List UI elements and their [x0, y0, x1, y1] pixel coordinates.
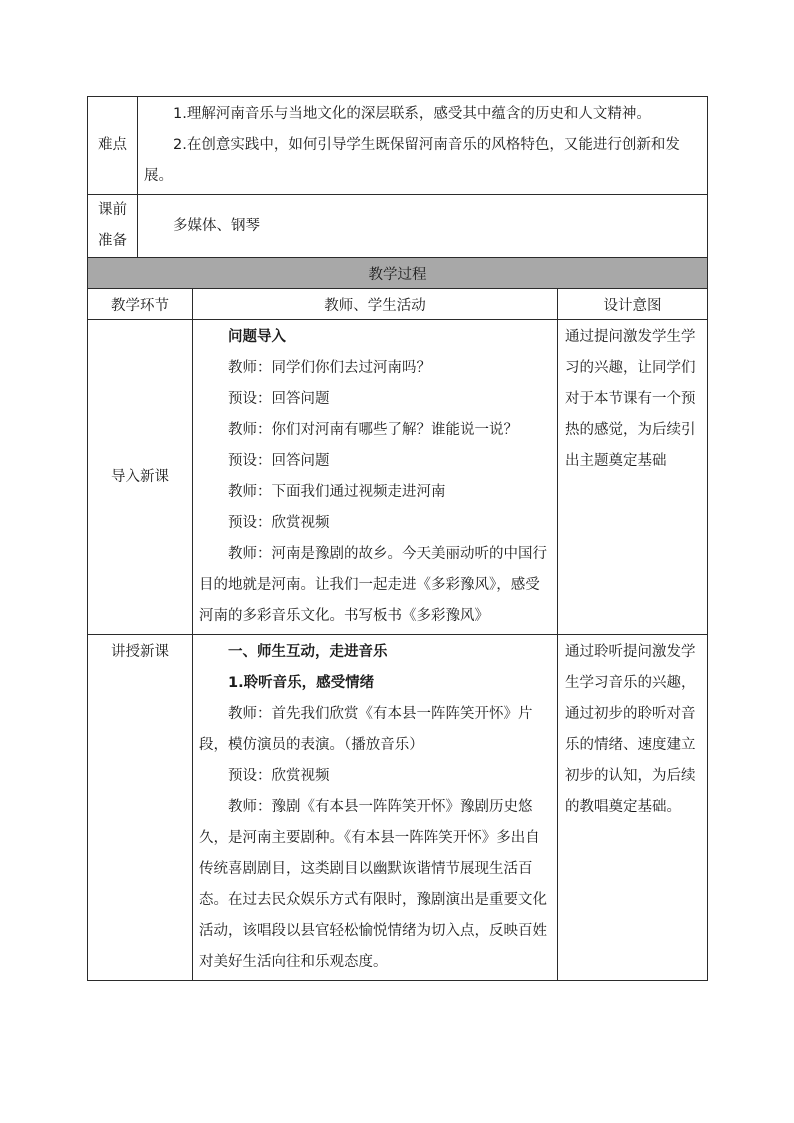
header-activities: 教师、学生活动 [193, 289, 558, 320]
preparation-row [88, 195, 708, 258]
difficulty-item-1: 1.理解河南音乐与当地文化的深层联系，感受其中蕴含的历史和人文精神。 [173, 106, 651, 122]
header-design: 设计意图 [558, 289, 708, 320]
teach-activities [193, 635, 558, 981]
teach-line-2: 预设：欣赏视频 [228, 768, 330, 784]
intro-line-5: 教师：下面我们通过视频走进河南 [228, 484, 446, 500]
process-header-row [88, 289, 708, 320]
teach-row [88, 635, 708, 981]
preparation-value: 多媒体、钢琴 [173, 217, 260, 234]
intro-line-4: 预设：回答问题 [228, 453, 330, 469]
teach-line-1: 教师：首先我们欣赏《有本县一阵阵笑开怀》片段，模仿演员的表演。（播放音乐） [199, 706, 533, 753]
difficulty-content [138, 97, 708, 195]
teach-design: 通过聆听提问激发学生学习音乐的兴趣，通过初步的聆听对音乐的情绪、速度建立初步的认知，为后续的教唱奠定基础。 [558, 635, 708, 981]
intro-design: 通过提问激发学生学习的兴趣，让同学们对于本节课有一个预热的感觉，为后续引出主题奠定基础 [558, 320, 708, 635]
intro-heading: 问题导入 [228, 329, 286, 345]
teach-heading-2: 1.聆听音乐，感受情绪 [228, 675, 375, 691]
lesson-plan-sheet [87, 96, 707, 981]
preparation-label-line1: 课前 [98, 202, 127, 218]
teach-line-3: 教师：豫剧《有本县一阵阵笑开怀》豫剧历史悠久，是河南主要剧种。《有本县一阵阵笑开怀》多出自传统喜剧剧目，这类剧目以幽默诙谐情节展现生活百态。在过去民众娱乐方式有限时，豫剧演出是重要文化活动，该唱段以县官轻松愉悦情绪为切入点，反映百姓对美好生活向往和乐观态度。 [199, 799, 547, 970]
intro-line-2: 预设：回答问题 [228, 391, 330, 407]
preparation-label [88, 195, 138, 258]
intro-stage: 导入新课 [88, 320, 193, 635]
preparation-label-line2: 准备 [98, 233, 127, 249]
teach-heading-1: 一、师生互动，走进音乐 [228, 644, 388, 660]
difficulty-row [88, 97, 708, 195]
intro-activities [193, 320, 558, 635]
intro-line-1: 教师：同学们你们去过河南吗？ [228, 360, 431, 376]
intro-row [88, 320, 708, 635]
difficulty-item-2: 2.在创意实践中，如何引导学生既保留河南音乐的风格特色，又能进行创新和发展。 [144, 137, 680, 184]
lesson-plan-table [87, 96, 708, 981]
intro-line-6: 预设：欣赏视频 [228, 515, 330, 531]
teach-stage: 讲授新课 [88, 635, 193, 981]
preparation-content [138, 195, 708, 258]
intro-line-3: 教师：你们对河南有哪些了解？谁能说一说？ [228, 422, 518, 438]
difficulty-label: 难点 [88, 97, 138, 195]
process-title-row [88, 258, 708, 289]
intro-line-7: 教师：河南是豫剧的故乡。今天美丽动听的中国行目的地就是河南。让我们一起走进《多彩豫风》，感受河南的多彩音乐文化。书写板书《多彩豫风》 [199, 546, 547, 624]
header-stage: 教学环节 [88, 289, 193, 320]
process-title: 教学过程 [88, 258, 708, 289]
